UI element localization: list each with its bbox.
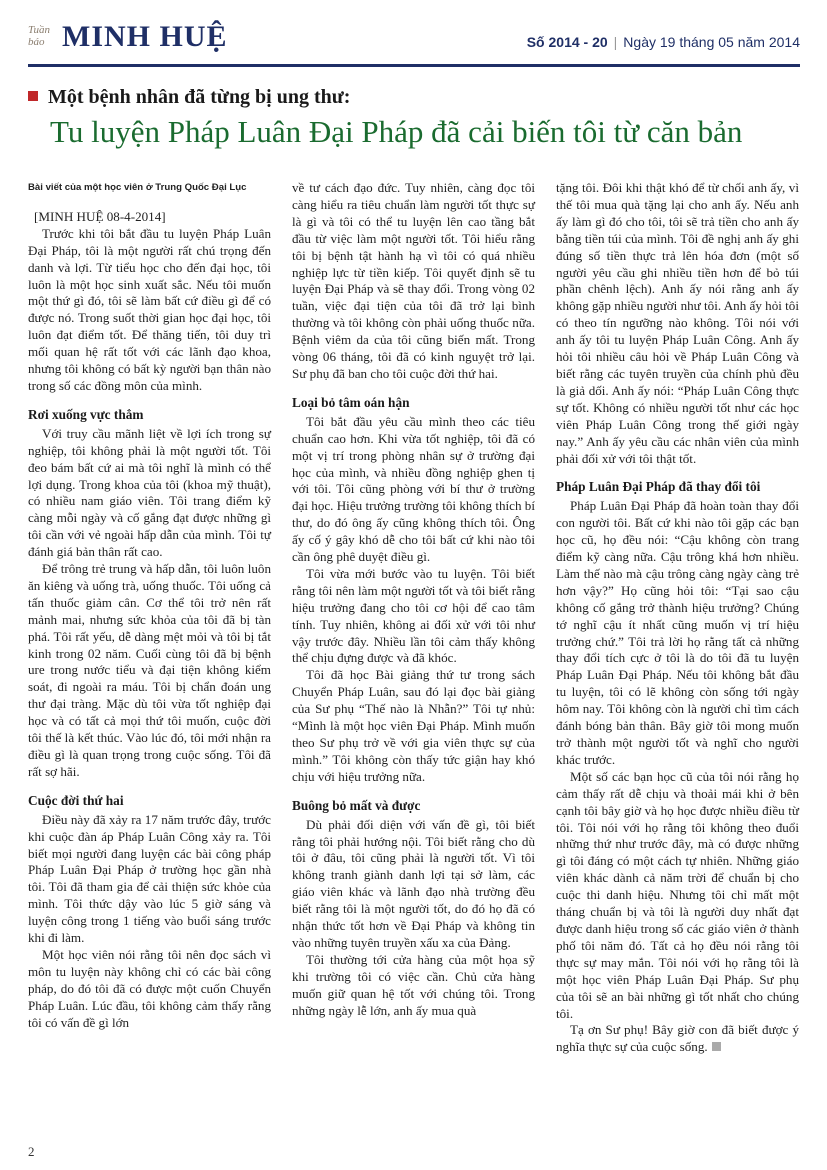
paragraph: Tôi bắt đầu yêu cầu mình theo các tiêu chuẩn cao hơn. Khi vừa tốt nghiệp, tôi đã có một vị trí trong phòng nhân sự ở trường đại học của mình, và nhiều đồng nghiệp ghen tị với tôi. Tôi cũng phòng với bí thư ở trường đại học. Hiệu trưởng trường tôi không thích bí thư, do đó ông ấy cũng không thích tôi. Ông ấy cố ý gây khó dễ cho tôi bất cứ khi nào tôi cần ông phê duyệt điều gì. <box>292 413 535 565</box>
issue-date: Ngày 19 tháng 05 năm 2014 <box>623 34 800 50</box>
column-3 <box>556 180 799 1056</box>
paragraph: Tôi thường tới cửa hàng của một họa sỹ khi trường tôi có việc cần. Chủ cửa hàng muốn giữ quan hệ tốt với chúng tôi. Trong những ngày lễ lớn, anh ấy mua quà <box>292 951 535 1018</box>
publication-logo: MINH HUỆ <box>62 20 228 53</box>
page-number: 2 <box>28 1144 35 1159</box>
end-mark-icon <box>712 1042 721 1051</box>
paragraph: Pháp Luân Đại Pháp đã hoàn toàn thay đổi con người tôi. Bất cứ khi nào tôi gặp các bạn học cũ, họ đều nói: “Cậu không còn trang điểm kỹ càng nữa. Cậu trông khá hơn nhiều. Làm thế nào mà cậu trông càng ngày càng trẻ hơn vậy?” Họ cũng hỏi tôi: “Tại sao cậu không cố gắng trở thành hiệu trưởng? Chúng tớ nghĩ cậu ít nhất cũng muốn vị trí hiệu trưởng chứ.” Tôi trả lời họ rằng tất cả những thay đổi tích cực ở tôi là do tôi đã tu luyện Pháp Luân Đại Pháp. Nếu tôi không bắt đầu tu luyện, tôi có lẽ không còn sống tới ngày hôm nay. Tôi không còn là người chỉ tìm cách đánh bóng bản thân. Bây giờ tôi mong muốn trở thành một người tốt và nghĩ cho người khác trước. <box>556 498 799 767</box>
paragraph: [MINH HUỆ 08-4-2014] <box>34 208 166 224</box>
section-heading: Cuộc đời thứ hai <box>28 792 124 808</box>
red-square-icon <box>28 91 38 101</box>
tuan-bao-label: Tuần báo <box>28 24 51 48</box>
paragraph: Tôi vừa mới bước vào tu luyện. Tôi biết rằng tôi nên làm một người tốt và tôi biết rằng hiệu trưởng đang cho tôi cơ hội để cao tâm tính. Tuy nhiên, không ai đối xử với tôi như vậy trước đây. Nhiều lần tôi cảm thấy không thể chịu đựng được và đã khóc. <box>292 565 535 666</box>
paragraph: Điều này đã xảy ra 17 năm trước đây, trước khi cuộc đàn áp Pháp Luân Công xảy ra. Tôi biết mọi người đang luyện các bài công pháp Pháp Luân Đại Pháp ở trường học gần nhà tôi. Tôi đã tham gia để cải thiện sức khỏe của mình. Tôi thức dậy vào lúc 5 giờ sáng và luyện công trong 1 tiếng vào buổi sáng trước khi đi làm. <box>28 811 271 946</box>
paragraph: tặng tôi. Đôi khi thật khó để từ chối anh ấy, vì thế tôi mua quà tặng lại cho anh ấy. Nếu anh ấy làm gì đó cho tôi, tôi sẽ trả tiền cho anh ấy bằng tiền túi của mình. Tôi đề nghị anh ấy ghi đúng số tiền thực trả lên hóa đơn (một số người yêu cầu ghi nhiều tiền hơn để bỏ túi phần chênh lệch). Anh ấy nói rằng anh ấy không gặp nhiều người như tôi. Anh ấy hỏi tôi có theo tín ngưỡng nào không. Tôi nói với anh ấy tôi tu luyện Pháp Luân Công. Anh ấy hỏi tôi nhiều câu hỏi về Pháp Luân Công và biết rằng các tuyên truyền của chính phủ đều là giả dối. Anh ấy nói: “Pháp Luân Công thực sự tốt. Không có nhiều người tốt như các học viên Pháp Luân Công trong thế giới ngày nay.” Anh ấy yêu cầu các nhân viên của mình phải đối xử với tôi thật tốt. <box>556 180 799 466</box>
issue-number: Số 2014 - 20 <box>526 34 608 50</box>
masthead-divider <box>28 64 800 67</box>
paragraph: Trước khi tôi bắt đầu tu luyện Pháp Luân Đại Pháp, tôi là một người rất chú trọng đến danh và lợi. Từ tiểu học cho đến đại học, tôi luôn là một học sinh xuất sắc. Nếu tôi muốn một thứ gì đó, tôi sẽ làm bất cứ điều gì để có được nó. Trong suốt thời gian học đại học, tôi luôn đạt điểm tốt. Để thăng tiến, tôi duy trì mối quan hệ rất tốt với các lãnh đạo khoa, nhưng tôi không có bất kỳ người bạn thân nào trong số các đồng môn của mình. <box>28 225 271 393</box>
paragraph: Một số các bạn học cũ của tôi nói rằng họ cảm thấy rất dễ chịu và thoải mái khi ở bên cạnh tôi bây giờ và họ học được nhiều điều từ tôi. Tôi nói với họ rằng tôi không theo đuổi những thứ như trước đây, mà có được những gì tôi đáng có một cách tự nhiên. Những giáo viên khác dành cả năm trời để chuẩn bị cho cuộc thi danh hiệu. Nhưng tôi chỉ mất một tháng chuẩn bị và tôi là người duy nhất đạt được danh hiệu trong số các giáo viên ở thành phố tôi năm đó. Tất cả họ đều nói rằng tôi thực sự may mắn. Tôi nói với họ rằng tôi là một học viên Pháp Luân Đại Pháp. Sư phụ của tôi sẽ an bài những gì tốt nhất cho chúng tôi. <box>556 768 799 1021</box>
byline: Bài viết của một học viên ở Trung Quốc Đại Lục <box>28 182 247 193</box>
paragraph <box>556 1022 799 1056</box>
masthead <box>28 22 800 58</box>
paragraph: Dù phải đối diện với vấn đề gì, tôi biết rằng tôi phải hướng nội. Tôi biết rằng cho dù tôi ở đâu, tôi cũng phải là người tốt. Vì tôi không tranh giành danh lợi tại sở làm, các giáo viên khác và lãnh đạo nhà trường đều biết rằng tôi là một người tốt, do đó họ đã có nhận thức tốt hơn về Đại Pháp và không tin vào những tuyên truyền xấu xa của Đảng. <box>292 816 535 950</box>
paragraph-text: Tạ ơn Sư phụ! Bây giờ con đã biết được ý nghĩa thực sự của cuộc sống. <box>556 1022 799 1055</box>
section-heading: Buông bỏ mất và được <box>292 797 421 813</box>
column-1 <box>28 180 271 1032</box>
section-heading: Rơi xuống vực thẳm <box>28 406 144 422</box>
issue-info: Số 2014 - 20 | Ngày 19 tháng 05 năm 2014 <box>526 34 800 50</box>
column-2 <box>292 180 535 1020</box>
paragraph: Tôi đã học Bài giảng thứ tư trong sách Chuyển Pháp Luân, sau đó lại đọc bài giảng của Sư phụ “Thế nào là Nhẫn?” Tôi tự nhủ: “Mình là một học viên Đại Pháp. Mình muốn theo Sư phụ trở về với gia viên thực sự của mình.” Tôi không còn thấy tức giận hay khó chịu với hiệu trưởng nữa. <box>292 667 535 784</box>
paragraph: Với truy cầu mãnh liệt về lợi ích trong sự nghiệp, tôi không phải là một người tốt. Tôi đeo bám bất cứ ai mà tôi nghĩ là mình có thể lợi dụng. Trong khoa của tôi (khoa mỹ thuật), có nhiều nam giáo viên. Tôi trang điểm kỹ càng mỗi ngày và cố gắng đạt được những gì tôi cần với vẻ ngoài hấp dẫn của mình. Tôi tự đánh giá bản thân rất cao. <box>28 425 271 560</box>
section-heading: Loại bỏ tâm oán hận <box>292 394 410 410</box>
article-kicker: Một bệnh nhân đã từng bị ung thư: <box>28 86 350 109</box>
article-headline: Tu luyện Pháp Luân Đại Pháp đã cải biến tôi từ căn bản <box>50 114 743 149</box>
paragraph: Một học viên nói rằng tôi nên đọc sách vì môn tu luyện này không chỉ có các bài công pháp, do đó tôi đã có được một cuốn Chuyển Pháp Luân. Lúc đầu, tôi không cảm thấy rằng tôi có vấn đề gì lớn <box>28 946 271 1030</box>
paragraph: Để trông trẻ trung và hấp dẫn, tôi luôn luôn ăn kiêng và uống trà, uống thuốc. Tôi uống cả tấn thuốc giảm cân. Cơ thể tôi trở nên rất mảnh mai, nhưng sức khỏa của tôi đã bị tàn phá. Tôi rất yếu, dễ dàng mệt mỏi và tôi bị tắt kinh trong 02 năm. Cuối cùng tôi đã bị bệnh ure trong nước tiểu và đại tiện không kiểm soát, đi ngoài ra máu. Tôi bị chẩn đoán ung thư đại tràng. Mặc dù tôi vừa tốt nghiệp đại học và có tất cả mọi thứ tôi muốn, cuộc đời tôi thế là kết thúc. Vào lúc đó, tôi mới nhận ra điều gì là quan trọng trong cuộc sống. Tôi đã rất sợ hãi. <box>28 561 271 779</box>
section-heading: Pháp Luân Đại Pháp đã thay đổi tôi <box>556 479 761 495</box>
paragraph: về tư cách đạo đức. Tuy nhiên, càng đọc tôi càng hiểu ra tiêu chuẩn làm người tốt thực sự là gì và tôi có thể tu luyện lên cao tầng bắt đầu từ việc làm một người tốt. Tôi hiểu rằng tôi bị bệnh tật hành hạ vì tôi có quá nhiều nghiệp lực từ tiền kiếp. Tôi quyết định sẽ tu luyện Đại Pháp và sẽ thay đổi. Trong vòng 02 tuần, việc đại tiện của tôi đã trở lại bình thường và tôi không còn phải uống thuốc nữa. Bệnh viêm da của tôi cũng biến mất. Trong vòng 06 tháng, tôi đã có kinh nguyệt trở lại. Sư phụ đã ban cho tôi cuộc đời thứ hai. <box>292 180 535 381</box>
